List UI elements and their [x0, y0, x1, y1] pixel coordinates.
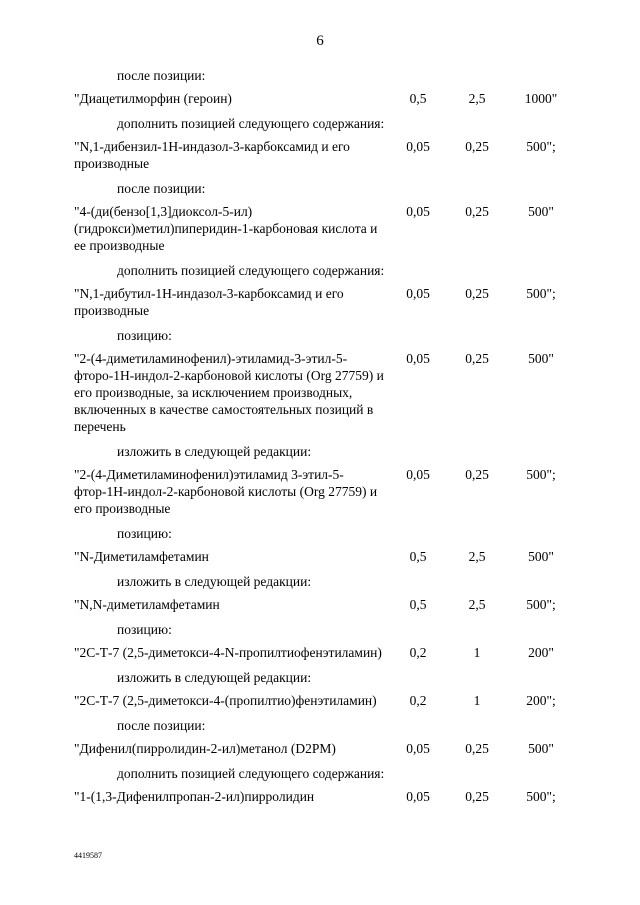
substance-row — [74, 285, 574, 319]
directive-row — [74, 669, 574, 686]
directive-text: позицию: — [117, 526, 172, 541]
value-2: 1 — [473, 693, 481, 708]
substance-name: "N-Диметиламфетамин — [74, 549, 209, 564]
directive-row — [74, 327, 574, 344]
value-1: 0,05 — [406, 351, 430, 366]
substance-row — [74, 788, 574, 805]
document-body — [74, 67, 574, 813]
directive-text: позицию: — [117, 328, 172, 343]
value-1: 0,05 — [406, 789, 430, 804]
value-1: 0,5 — [409, 91, 427, 106]
value-3: 500"; — [526, 597, 556, 612]
value-2: 0,25 — [465, 351, 489, 366]
substance-name: "N,1-дибензил-1Н-индазол-3-карбоксамид и его производные — [74, 139, 350, 171]
value-2: 1 — [473, 645, 481, 660]
value-1: 0,05 — [406, 741, 430, 756]
value-2: 0,25 — [465, 789, 489, 804]
value-2: 2,5 — [468, 549, 486, 564]
directive-row — [74, 525, 574, 542]
value-3: 500" — [528, 351, 554, 366]
directive-row — [74, 765, 574, 782]
substance-name: "2С-Т-7 (2,5-диметокси-4-N-пропилтиофенэтиламин) — [74, 645, 382, 660]
directive-text: изложить в следующей редакции: — [117, 444, 312, 459]
substance-row — [74, 692, 574, 709]
substance-name: "Диацетилморфин (героин) — [74, 91, 232, 106]
directive-row — [74, 443, 574, 460]
value-2: 2,5 — [468, 597, 486, 612]
directive-text: изложить в следующей редакции: — [117, 574, 312, 589]
directive-row — [74, 67, 574, 84]
value-3: 500"; — [526, 789, 556, 804]
substance-row — [74, 740, 574, 757]
directive-text: позицию: — [117, 622, 172, 637]
value-2: 0,25 — [465, 286, 489, 301]
directive-row — [74, 262, 574, 279]
value-3: 200"; — [526, 693, 556, 708]
value-1: 0,5 — [409, 549, 427, 564]
value-1: 0,2 — [409, 693, 427, 708]
value-1: 0,05 — [406, 286, 430, 301]
directive-row — [74, 717, 574, 734]
value-1: 0,5 — [409, 597, 427, 612]
directive-row — [74, 115, 574, 132]
value-2: 2,5 — [468, 91, 486, 106]
value-3: 500" — [528, 549, 554, 564]
substance-row — [74, 548, 574, 565]
substance-row — [74, 203, 574, 254]
value-1: 0,2 — [409, 645, 427, 660]
directive-text: дополнить позицией следующего содержания: — [117, 766, 385, 781]
substance-name: "4-(ди(бензо[1,3]диоксол-5-ил)(гидрокси)метил)пиперидин-1-карбоновая кислота и ее производные — [74, 204, 378, 253]
substance-name: "1-(1,3-Дифенилпропан-2-ил)пирролидин — [74, 789, 315, 804]
substance-row — [74, 466, 574, 517]
substance-row — [74, 90, 574, 107]
substance-name: "2-(4-диметиламинофенил)-этиламид-3-этил-5-фторо-1Н-индол-2-карбоновой кислоты (Org 27759) и его производные, за исключением производных, включенных в качестве самостоятельных позиций в перечень — [74, 351, 384, 434]
substance-name: "2С-Т-7 (2,5-диметокси-4-(пропилтио)фенэтиламин) — [74, 693, 377, 708]
directive-row — [74, 621, 574, 638]
directive-text: после позиции: — [117, 181, 206, 196]
value-1: 0,05 — [406, 467, 430, 482]
directive-text: дополнить позицией следующего содержания: — [117, 116, 385, 131]
value-1: 0,05 — [406, 204, 430, 219]
directive-text: после позиции: — [117, 68, 206, 83]
directive-row — [74, 180, 574, 197]
value-2: 0,25 — [465, 741, 489, 756]
directive-text: изложить в следующей редакции: — [117, 670, 312, 685]
directive-row — [74, 573, 574, 590]
document-code: 4419587 — [74, 851, 102, 860]
substance-name: "N,1-дибутил-1Н-индазол-3-карбоксамид и его производные — [74, 286, 344, 318]
value-3: 200" — [528, 645, 554, 660]
substance-row — [74, 644, 574, 661]
value-3: 500" — [528, 741, 554, 756]
value-3: 1000" — [524, 91, 558, 106]
value-1: 0,05 — [406, 139, 430, 154]
substance-name: "Дифенил(пирролидин-2-ил)метанол (D2PM) — [74, 741, 336, 756]
value-2: 0,25 — [465, 139, 489, 154]
value-3: 500"; — [526, 139, 556, 154]
value-2: 0,25 — [465, 204, 489, 219]
value-3: 500"; — [526, 467, 556, 482]
page-number: 6 — [316, 33, 324, 49]
substance-row — [74, 596, 574, 613]
substance-name: "N,N-диметиламфетамин — [74, 597, 220, 612]
substance-name: "2-(4-Диметиламинофенил)этиламид 3-этил-5-фтор-1Н-индол-2-карбоновой кислоты (Org 27759) и его производные — [74, 467, 378, 516]
value-3: 500" — [528, 204, 554, 219]
substance-row — [74, 350, 574, 435]
substance-row — [74, 138, 574, 172]
directive-text: дополнить позицией следующего содержания: — [117, 263, 385, 278]
value-2: 0,25 — [465, 467, 489, 482]
directive-text: после позиции: — [117, 718, 206, 733]
value-3: 500"; — [526, 286, 556, 301]
